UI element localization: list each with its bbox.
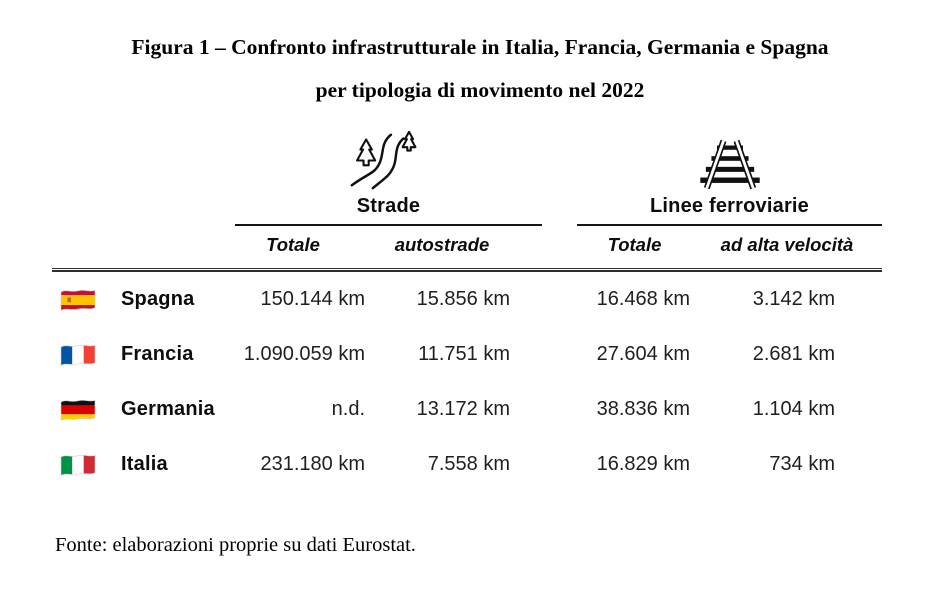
figure-title-line1: Figura 1 – Confronto infrastrutturale in Italia, Francia, Germania e Spagna [131, 35, 829, 59]
table-row-spagna [0, 272, 930, 327]
germany-flag-icon [45, 397, 105, 423]
group-label-linee-ferroviarie: Linee ferroviarie [649, 195, 810, 217]
value-strade-autostrade: 11.751 km [418, 343, 510, 365]
country-label: Spagna [121, 288, 195, 310]
value-ferrovie-totale: 38.836 km [596, 398, 690, 420]
table-row-francia [0, 327, 930, 382]
value-strade-totale: 150.144 km [260, 288, 365, 310]
value-strade-totale: 231.180 km [260, 453, 365, 475]
value-strade-autostrade: 15.856 km [416, 288, 510, 310]
value-ferrovie-alta-velocita: 3.142 km [752, 288, 835, 310]
value-ferrovie-totale: 16.829 km [596, 453, 690, 475]
figure-title-line2: per tipologia di movimento nel 2022 [315, 78, 645, 102]
winding-road-icon [346, 130, 432, 191]
table-row-germania [0, 382, 930, 437]
value-ferrovie-alta-velocita: 1.104 km [752, 398, 835, 420]
double-rule [52, 268, 882, 272]
country-label: Germania [121, 398, 215, 420]
value-ferrovie-totale: 16.468 km [596, 288, 690, 310]
value-strade-totale: n.d. [331, 398, 365, 420]
column-group-strade [235, 126, 542, 226]
source-note: Fonte: elaborazioni proprie su dati Eurostat. [55, 534, 416, 556]
figure-title [30, 26, 930, 112]
column-group-header-row [0, 126, 930, 226]
column-header-strade-autostrade: autostrade [394, 234, 490, 255]
figure-page [0, 26, 930, 612]
country-label: Francia [121, 343, 194, 365]
france-flag-icon [45, 342, 105, 368]
column-header-strade-totale: Totale [266, 234, 320, 255]
value-strade-autostrade: 7.558 km [427, 453, 510, 475]
value-ferrovie-alta-velocita: 734 km [769, 453, 835, 475]
column-header-ferrovie-alta-velocita: ad alta velocità [720, 234, 854, 255]
country-label: Italia [121, 453, 168, 475]
value-strade-totale: 1.090.059 km [243, 343, 365, 365]
railway-track-icon [694, 139, 766, 191]
column-group-linee-ferroviarie [577, 126, 882, 226]
value-ferrovie-totale: 27.604 km [596, 343, 690, 365]
group-label-strade: Strade [356, 195, 421, 217]
table-row-italia [0, 437, 930, 492]
spain-flag-icon [45, 287, 105, 313]
value-strade-autostrade: 13.172 km [416, 398, 510, 420]
column-header-row [0, 226, 930, 264]
column-header-ferrovie-totale: Totale [607, 234, 662, 255]
value-ferrovie-alta-velocita: 2.681 km [752, 343, 835, 365]
header-body-divider-row [0, 268, 930, 272]
italy-flag-icon [45, 452, 105, 478]
